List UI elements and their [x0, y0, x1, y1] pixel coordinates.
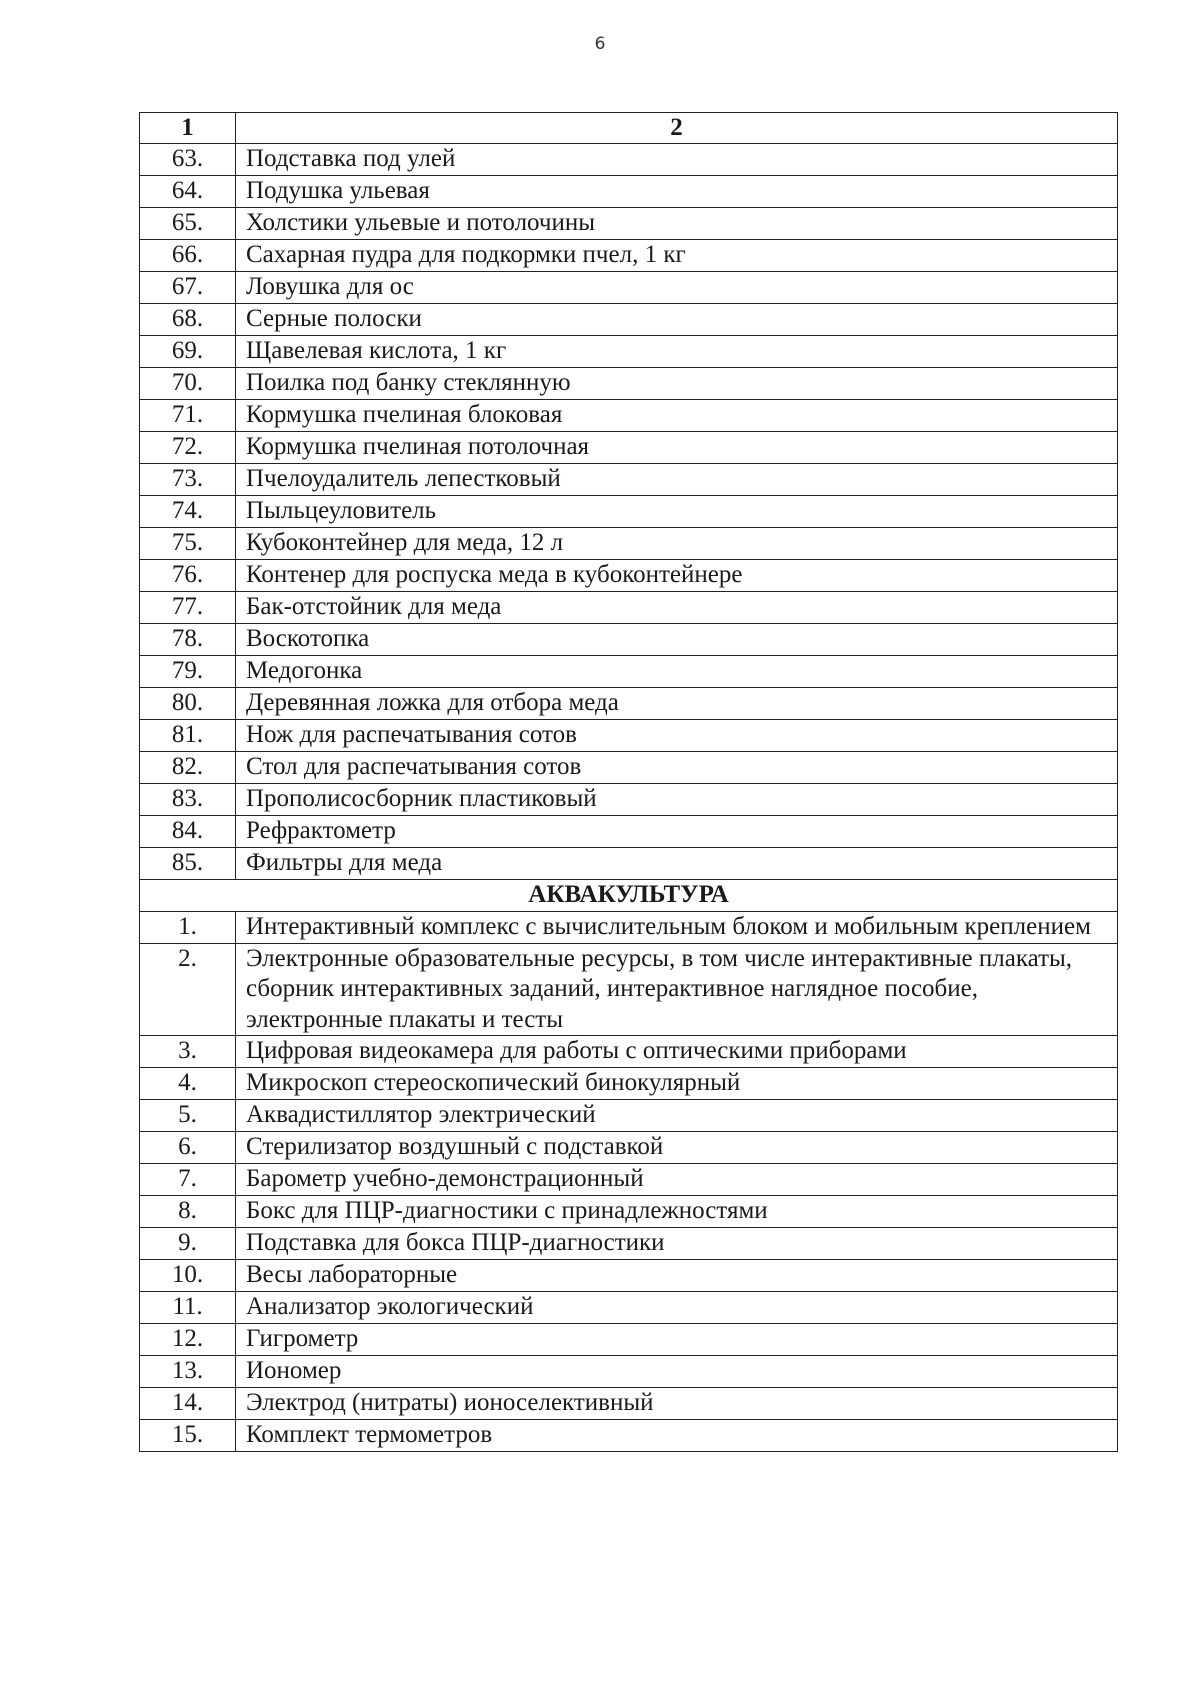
table-row [140, 528, 1118, 560]
item-name: Серные полоски [236, 304, 1118, 336]
table-row [140, 656, 1118, 688]
table-row [140, 752, 1118, 784]
row-number: 84. [140, 816, 236, 848]
row-number: 63. [140, 144, 236, 176]
row-number: 85. [140, 848, 236, 880]
item-name: Электрод (нитраты) ионоселективный [236, 1388, 1118, 1420]
table-row [140, 1420, 1118, 1452]
row-number: 81. [140, 720, 236, 752]
section-title: АКВАКУЛЬТУРА [140, 880, 1118, 912]
row-number: 9. [140, 1228, 236, 1260]
item-name: Контенер для роспуска меда в кубоконтейнере [236, 560, 1118, 592]
table-header-row [140, 113, 1118, 144]
row-number: 10. [140, 1260, 236, 1292]
column-header-1: 1 [140, 113, 236, 144]
item-name: Пыльцеуловитель [236, 496, 1118, 528]
table-row [140, 1068, 1118, 1100]
row-number: 2. [140, 943, 236, 1036]
table-row [140, 1292, 1118, 1324]
item-name: Поилка под банку стеклянную [236, 368, 1118, 400]
beekeeping-rows [140, 144, 1118, 880]
row-number: 72. [140, 432, 236, 464]
item-name: Электронные образовательные ресурсы, в том числе интерактивные плакаты, сборник интерактивных заданий, интерактивное наглядное пособие, электронные плакаты и тесты [236, 943, 1118, 1036]
row-number: 14. [140, 1388, 236, 1420]
item-name: Микроскоп стереоскопический бинокулярный [236, 1068, 1118, 1100]
row-number: 3. [140, 1036, 236, 1068]
item-name: Кормушка пчелиная потолочная [236, 432, 1118, 464]
table-row [140, 240, 1118, 272]
table-row [140, 592, 1118, 624]
table-row [140, 1100, 1118, 1132]
table-row [140, 464, 1118, 496]
item-name: Сахарная пудра для подкормки пчел, 1 кг [236, 240, 1118, 272]
table-row [140, 720, 1118, 752]
table-row [140, 560, 1118, 592]
row-number: 69. [140, 336, 236, 368]
item-name: Нож для распечатывания сотов [236, 720, 1118, 752]
table-row [140, 848, 1118, 880]
table-row [140, 1132, 1118, 1164]
item-name: Интерактивный комплекс с вычислительным блоком и мобильным креплением [236, 911, 1118, 943]
item-name: Иономер [236, 1356, 1118, 1388]
item-name: Анализатор экологический [236, 1292, 1118, 1324]
page-number: 6 [594, 34, 606, 54]
row-number: 12. [140, 1324, 236, 1356]
section-header-group [140, 880, 1118, 912]
row-number: 11. [140, 1292, 236, 1324]
row-number: 82. [140, 752, 236, 784]
item-name: Бак-отстойник для меда [236, 592, 1118, 624]
table-row [140, 304, 1118, 336]
item-name: Рефрактометр [236, 816, 1118, 848]
row-number: 65. [140, 208, 236, 240]
row-number: 66. [140, 240, 236, 272]
table-row [140, 400, 1118, 432]
item-name: Подставка для бокса ПЦР-диагностики [236, 1228, 1118, 1260]
item-name: Стерилизатор воздушный с подставкой [236, 1132, 1118, 1164]
item-name: Барометр учебно-демонстрационный [236, 1164, 1118, 1196]
row-number: 79. [140, 656, 236, 688]
item-name: Фильтры для меда [236, 848, 1118, 880]
item-name: Деревянная ложка для отбора меда [236, 688, 1118, 720]
row-number: 77. [140, 592, 236, 624]
item-name: Стол для распечатывания сотов [236, 752, 1118, 784]
table-row [140, 943, 1118, 1036]
row-number: 15. [140, 1420, 236, 1452]
table-row [140, 816, 1118, 848]
aquaculture-rows [140, 911, 1118, 1452]
row-number: 5. [140, 1100, 236, 1132]
table-row [140, 208, 1118, 240]
table-row [140, 1388, 1118, 1420]
section-row [140, 880, 1118, 912]
item-name: Весы лабораторные [236, 1260, 1118, 1292]
row-number: 75. [140, 528, 236, 560]
row-number: 73. [140, 464, 236, 496]
row-number: 8. [140, 1196, 236, 1228]
table-row [140, 688, 1118, 720]
table-row [140, 784, 1118, 816]
row-number: 68. [140, 304, 236, 336]
table-row [140, 176, 1118, 208]
row-number: 4. [140, 1068, 236, 1100]
equipment-table [139, 112, 1118, 1452]
item-name: Кубоконтейнер для меда, 12 л [236, 528, 1118, 560]
item-name: Кормушка пчелиная блоковая [236, 400, 1118, 432]
item-name: Подставка под улей [236, 144, 1118, 176]
table-row [140, 1228, 1118, 1260]
table-row [140, 1356, 1118, 1388]
table-row [140, 1036, 1118, 1068]
column-header-2: 2 [236, 113, 1118, 144]
table-row [140, 1260, 1118, 1292]
table-row [140, 1196, 1118, 1228]
row-number: 71. [140, 400, 236, 432]
table-row [140, 432, 1118, 464]
item-name: Щавелевая кислота, 1 кг [236, 336, 1118, 368]
item-name: Холстики ульевые и потолочины [236, 208, 1118, 240]
table-row [140, 496, 1118, 528]
table-row [140, 1164, 1118, 1196]
row-number: 64. [140, 176, 236, 208]
table-row [140, 624, 1118, 656]
item-name: Пчелоудалитель лепестковый [236, 464, 1118, 496]
item-name: Цифровая видеокамера для работы с оптическими приборами [236, 1036, 1118, 1068]
item-name: Медогонка [236, 656, 1118, 688]
row-number: 13. [140, 1356, 236, 1388]
table-row [140, 368, 1118, 400]
table-row [140, 911, 1118, 943]
item-name: Бокс для ПЦР-диагностики с принадлежностями [236, 1196, 1118, 1228]
row-number: 78. [140, 624, 236, 656]
item-name: Подушка ульевая [236, 176, 1118, 208]
row-number: 6. [140, 1132, 236, 1164]
item-name: Ловушка для ос [236, 272, 1118, 304]
item-name: Гигрометр [236, 1324, 1118, 1356]
row-number: 83. [140, 784, 236, 816]
row-number: 70. [140, 368, 236, 400]
table-row [140, 336, 1118, 368]
row-number: 1. [140, 911, 236, 943]
table-row [140, 272, 1118, 304]
row-number: 7. [140, 1164, 236, 1196]
table-row [140, 1324, 1118, 1356]
item-name: Прополисосборник пластиковый [236, 784, 1118, 816]
item-name: Комплект термометров [236, 1420, 1118, 1452]
row-number: 67. [140, 272, 236, 304]
row-number: 80. [140, 688, 236, 720]
item-name: Воскотопка [236, 624, 1118, 656]
table-row [140, 144, 1118, 176]
row-number: 74. [140, 496, 236, 528]
row-number: 76. [140, 560, 236, 592]
item-name: Аквадистиллятор электрический [236, 1100, 1118, 1132]
